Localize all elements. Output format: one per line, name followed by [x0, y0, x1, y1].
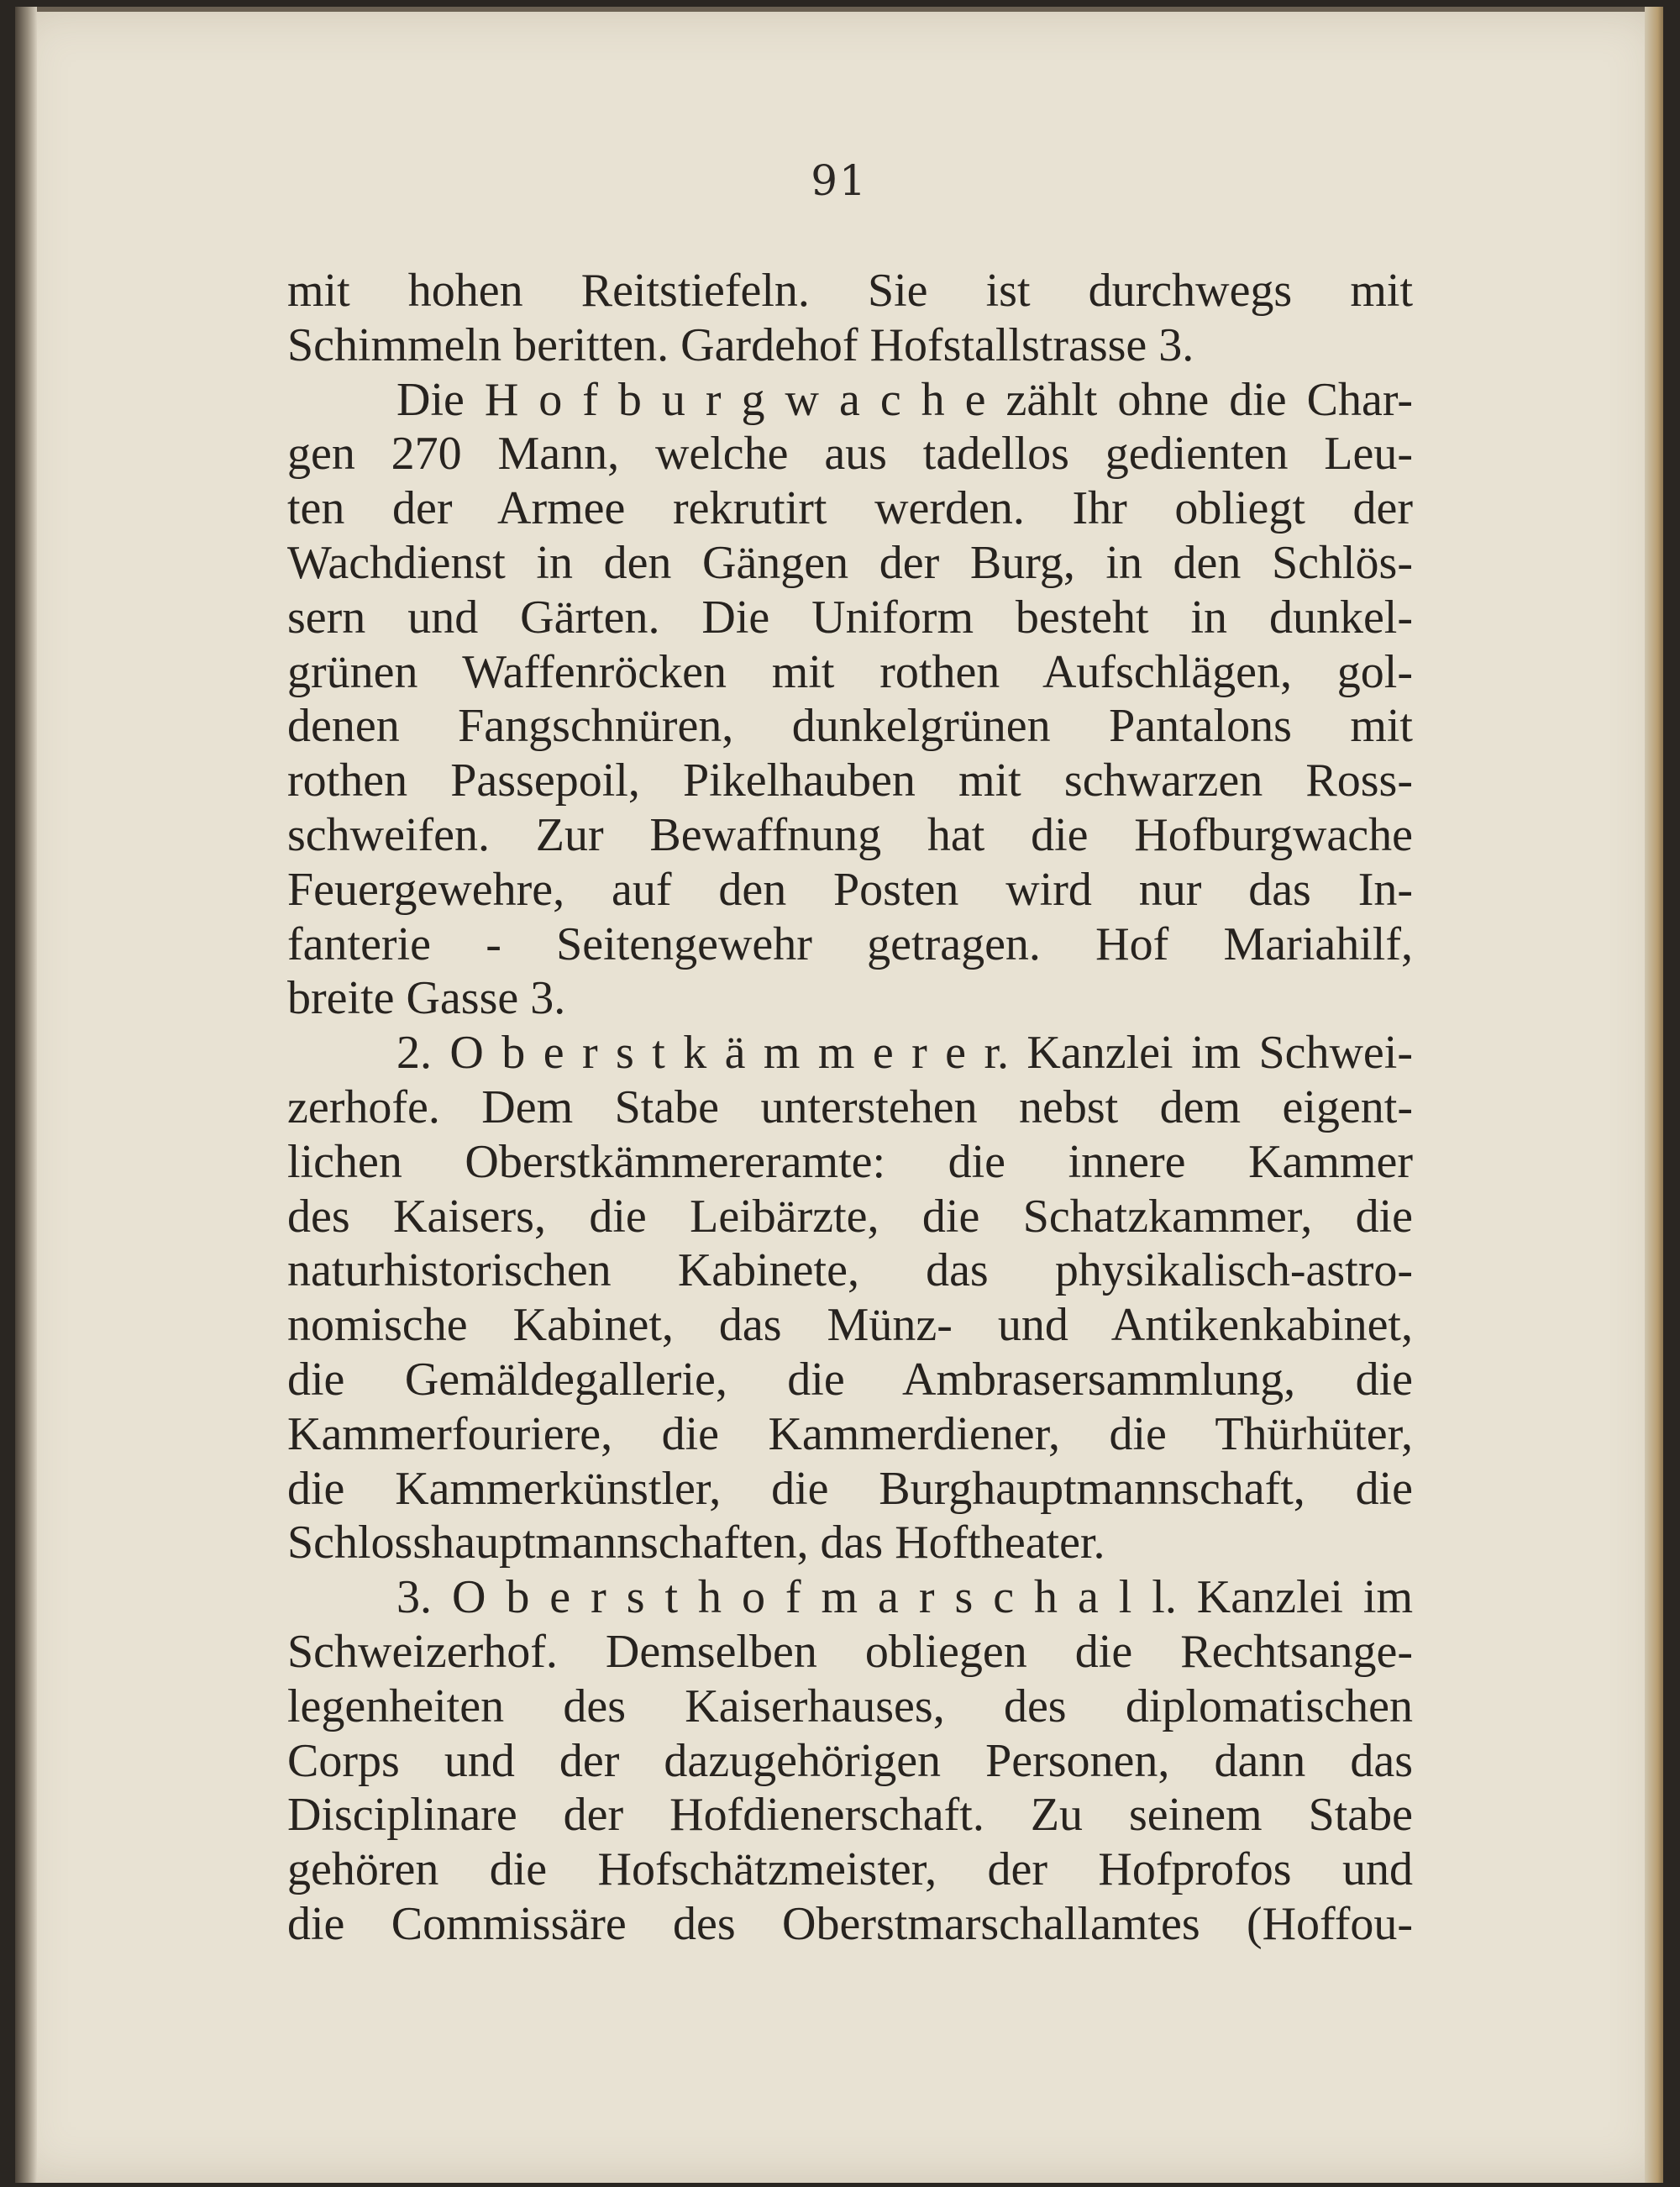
text-line: lichen Oberstkämmereramte: die innere Kammer: [287, 1135, 1413, 1188]
page-number: 91: [811, 156, 868, 205]
text-line: denen Fangschnüren, dunkelgrünen Pantalons mit: [287, 700, 1413, 753]
text-line: Schimmeln beritten. Gardehof Hofstallstrasse 3.: [287, 318, 1194, 371]
text-line: gen 270 Mann, welche aus tadellos gedienten Leu-: [287, 428, 1413, 481]
text-line: rothen Passepoil, Pikelhauben mit schwarzen Ross-: [287, 754, 1413, 807]
text-line: Corps und der dazugehörigen Personen, dann das: [287, 1734, 1413, 1787]
text-line: Kammerfouriere, die Kammerdiener, die Thürhüter,: [287, 1407, 1413, 1460]
text-line: legenheiten des Kaiserhauses, des diplomatischen: [287, 1680, 1413, 1732]
text-line: 3. O b e r s t h o f m a r s c h a l l. Kanzlei im: [396, 1571, 1413, 1624]
text-line: naturhistorischen Kabinete, das physikalisch-astro-: [287, 1244, 1413, 1297]
text-line: sern und Gärten. Die Uniform besteht in dunkel-: [287, 591, 1413, 644]
text-line: grünen Waffenröcken mit rothen Aufschlägen, gol-: [287, 645, 1413, 698]
text-line: Feuergewehre, auf den Posten wird nur das In-: [287, 863, 1413, 916]
text-line: ten der Armee rekrutirt werden. Ihr obliegt der: [287, 482, 1413, 535]
text-line: die Kammerkünstler, die Burghauptmannschaft, die: [287, 1462, 1413, 1515]
page-top-edge: [15, 7, 1663, 12]
text-line: nomische Kabinet, das Münz- und Antikenkabinet,: [287, 1299, 1413, 1352]
text-line: gehören die Hofschätzmeister, der Hofprofos und: [287, 1843, 1413, 1896]
text-line: schweifen. Zur Bewaffnung hat die Hofburgwache: [287, 808, 1413, 861]
text-line: fanterie - Seitengewehr getragen. Hof Mariahilf,: [287, 917, 1413, 970]
text-line: Schlosshauptmannschaften, das Hoftheater.: [287, 1517, 1105, 1569]
text-line: Wachdienst in den Gängen der Burg, in den Schlös-: [287, 536, 1413, 589]
text-line: 2. O b e r s t k ä m m e r e r. Kanzlei im Schwei-: [396, 1027, 1413, 1080]
text-line: des Kaisers, die Leibärzte, die Schatzkammer, die: [287, 1190, 1413, 1243]
book-page: [15, 7, 1663, 2183]
text-line: die Gemäldegallerie, die Ambrasersammlung, die: [287, 1353, 1413, 1406]
text-line: Die H o f b u r g w a c h e zählt ohne die Char-: [396, 373, 1413, 426]
text-line: breite Gasse 3.: [287, 972, 566, 1025]
text-line: Schweizerhof. Demselben obliegen die Rechtsange-: [287, 1625, 1413, 1678]
text-line: mit hohen Reitstiefeln. Sie ist durchwegs mit: [287, 265, 1413, 317]
body-text: [287, 264, 1413, 1952]
page-right-edge: [1645, 7, 1663, 2183]
book-spine: [15, 7, 37, 2183]
text-line: die Commissäre des Oberstmarschallamtes (Hoffou-: [287, 1897, 1413, 1950]
text-line: Disciplinare der Hofdienerschaft. Zu seinem Stabe: [287, 1789, 1413, 1842]
text-line: zerhofe. Dem Stabe unterstehen nebst dem eigent-: [287, 1080, 1413, 1133]
